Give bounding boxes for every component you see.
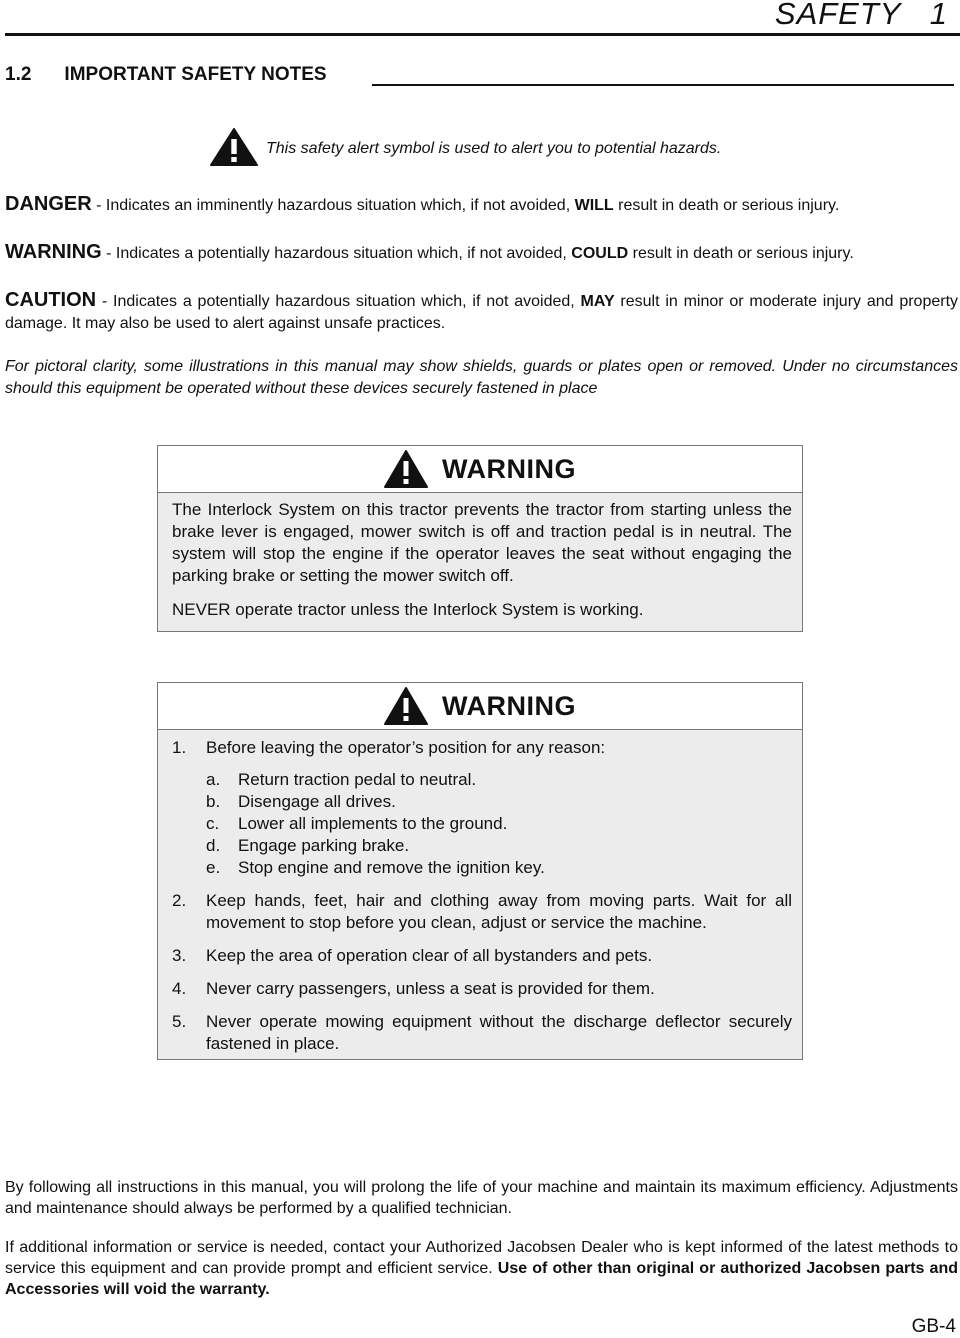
item-text: Never operate mowing equipment without the discharge deflector securely fastened in place. <box>206 1012 792 1053</box>
dealer-paragraph-text: If additional information or service is needed, contact your Authorized Jacobsen Dealer who is kept informed of the latest methods to service this equipment and can provide prompt and efficient service. <box>5 1239 958 1277</box>
warning-definition <box>5 241 958 265</box>
item-text: Never carry passengers, unless a seat is provided for them. <box>206 979 655 998</box>
warning-triangle-icon <box>210 128 258 166</box>
caution-text-after: result in minor or moderate injury and property damage. It may also be used to alert against unsafe practices. <box>5 293 959 332</box>
warning-box-header <box>158 446 802 493</box>
sub-item <box>206 769 792 791</box>
warning-keyword: WARNING <box>5 241 102 263</box>
sub-item-letter: d. <box>206 836 221 855</box>
caution-definition <box>5 289 958 335</box>
numbered-item <box>172 978 792 1000</box>
interlock-description: The Interlock System on this tractor prevents the tractor from starting unless the brake lever is engaged, mower switch is off and traction pedal is in neutral. The system will stop the engine if the operator leaves the seat without engaging the parking brake or setting the mower switch off. <box>172 500 792 585</box>
danger-definition <box>5 193 958 217</box>
page-number: GB-4 <box>911 1316 956 1337</box>
item-text: Before leaving the operator’s position for any reason: <box>206 738 606 757</box>
numbered-item <box>172 945 792 967</box>
alert-symbol-description: This safety alert symbol is used to alert you to potential hazards. <box>266 140 722 157</box>
numbered-item <box>172 890 792 934</box>
sub-item-letter: a. <box>206 770 221 789</box>
warranty-notice: Use of other than original or authorized Jacobsen parts and Accessories will void the warranty. <box>5 1260 958 1298</box>
section-rule <box>372 84 954 86</box>
warning-box-body <box>158 493 802 631</box>
warning-box-body <box>158 730 802 1065</box>
header-rule <box>5 33 960 36</box>
item-number: 5. <box>172 1012 187 1031</box>
caution-keyword: CAUTION <box>5 289 97 311</box>
sub-item <box>206 791 792 813</box>
sub-item-letter: e. <box>206 858 221 877</box>
pictorial-clarity-note: For pictoral clarity, some illustrations in this manual may show shields, guards or plates open or removed. Under no circumstances should this equipment be operated without these devices securely fastened in place <box>5 358 958 397</box>
numbered-item <box>172 1011 792 1055</box>
item-text: Keep hands, feet, hair and clothing away from moving parts. Wait for all movement to stop before you clean, adjust or service the machine. <box>206 891 792 932</box>
sub-item <box>206 857 792 879</box>
sub-item-text: Stop engine and remove the ignition key. <box>238 858 545 877</box>
warning-triangle-icon <box>384 450 428 488</box>
sub-item-text: Return traction pedal to neutral. <box>238 770 477 789</box>
warning-text-before: - Indicates a potentially hazardous situation which, if not avoided, <box>101 245 572 262</box>
sub-item-text: Lower all implements to the ground. <box>238 814 508 833</box>
sub-item-text: Disengage all drives. <box>238 792 396 811</box>
interlock-never-note: NEVER operate tractor unless the Interlock System is working. <box>172 600 644 619</box>
numbered-item <box>172 737 792 759</box>
warning-triangle-icon <box>384 687 428 725</box>
warning-box-title: WARNING <box>442 690 576 721</box>
interlock-warning-box <box>157 445 803 632</box>
sub-item <box>206 813 792 835</box>
danger-text-after: result in death or serious injury. <box>613 197 840 214</box>
caution-emphasis: MAY <box>580 293 615 310</box>
section-number: 1.2 <box>5 64 32 85</box>
warning-box-header <box>158 683 802 730</box>
danger-text-before: - Indicates an imminently hazardous situation which, if not avoided, <box>91 197 575 214</box>
sub-item-letter: b. <box>206 792 221 811</box>
warning-emphasis: COULD <box>571 245 629 262</box>
caution-text-before: - Indicates a potentially hazardous situation which, if not avoided, <box>96 293 581 310</box>
dealer-paragraph <box>5 1237 958 1300</box>
maintenance-paragraph: By following all instructions in this manual, you will prolong the life of your machine and maintain its maximum efficiency. Adjustments and maintenance should always be performed by a qualified technician. <box>5 1179 958 1217</box>
sub-item <box>206 835 792 857</box>
item-number: 4. <box>172 979 187 998</box>
item-number: 1. <box>172 738 187 757</box>
warning-box-title: WARNING <box>442 453 576 484</box>
item-text: Keep the area of operation clear of all bystanders and pets. <box>206 946 653 965</box>
danger-keyword: DANGER <box>5 193 92 215</box>
operation-warning-box <box>157 682 803 1060</box>
item-number: 3. <box>172 946 187 965</box>
item-number: 2. <box>172 891 187 910</box>
warning-text-after: result in death or serious injury. <box>628 245 854 262</box>
sub-item-letter: c. <box>206 814 220 833</box>
danger-emphasis: WILL <box>574 197 614 214</box>
section-heading <box>5 64 327 86</box>
sub-item-list <box>206 769 792 879</box>
section-title: IMPORTANT SAFETY NOTES <box>64 64 327 85</box>
sub-item-text: Engage parking brake. <box>238 836 410 855</box>
page-header-title: SAFETY 1 <box>774 0 948 31</box>
